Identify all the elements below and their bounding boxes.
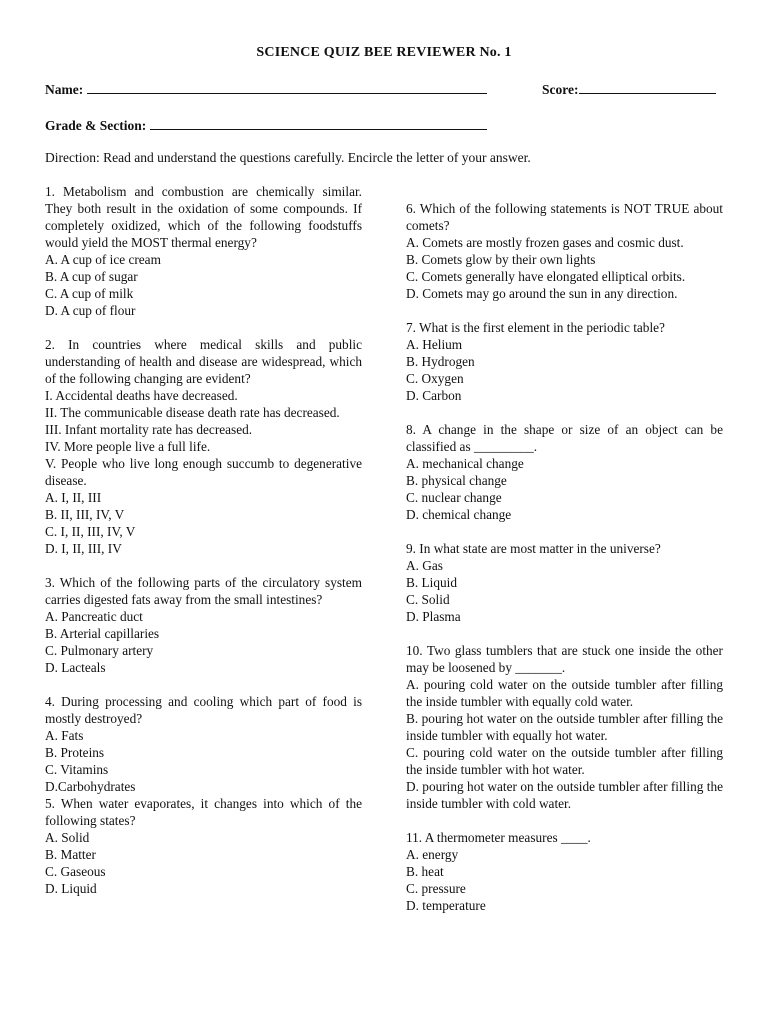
answer-option[interactable]: A. pouring cold water on the outside tumbler after filling the inside tumbler with equally cold water. — [406, 677, 723, 709]
answer-option[interactable]: D.Carbohydrates — [45, 779, 136, 794]
answer-option[interactable]: IV. More people live a full life. — [45, 439, 211, 454]
answer-option[interactable]: C. I, II, III, IV, V — [45, 524, 136, 539]
answer-option[interactable]: C. pressure — [406, 881, 466, 896]
answer-option[interactable]: C. Solid — [406, 592, 450, 607]
grade-section-label: Grade & Section: — [45, 118, 147, 133]
question-block — [406, 540, 723, 625]
answer-option[interactable]: B. A cup of sugar — [45, 269, 138, 284]
question-block — [45, 574, 362, 676]
answer-option[interactable]: A. Pancreatic duct — [45, 609, 143, 624]
name-blank[interactable] — [87, 81, 487, 94]
question-block — [406, 421, 723, 523]
answer-option[interactable]: B. Liquid — [406, 575, 457, 590]
answer-option[interactable]: A. Fats — [45, 728, 84, 743]
answer-option[interactable]: II. The communicable disease death rate has decreased. — [45, 405, 340, 420]
answer-option[interactable]: D. Liquid — [45, 881, 97, 896]
answer-option[interactable]: B. Matter — [45, 847, 96, 862]
grade-section-field — [45, 117, 487, 134]
answer-option[interactable]: D. temperature — [406, 898, 486, 913]
question-stem: 11. A thermometer measures ____. — [406, 830, 591, 845]
answer-option[interactable]: C. Pulmonary artery — [45, 643, 154, 658]
answer-option[interactable]: B. Hydrogen — [406, 354, 475, 369]
answer-option[interactable]: A. mechanical change — [406, 456, 524, 471]
answer-option[interactable]: D. chemical change — [406, 507, 512, 522]
answer-option[interactable]: D. Comets may go around the sun in any direction. — [406, 286, 678, 301]
page-title: SCIENCE QUIZ BEE REVIEWER No. 1 — [256, 45, 512, 60]
question-stem: 6. Which of the following statements is NOT TRUE about comets? — [406, 201, 723, 233]
question-stem: 9. In what state are most matter in the universe? — [406, 541, 661, 556]
answer-option[interactable]: B. pouring hot water on the outside tumbler after filling the inside tumbler with equally hot water. — [406, 711, 723, 743]
left-question-column — [45, 183, 362, 914]
answer-option[interactable]: I. Accidental deaths have decreased. — [45, 388, 238, 403]
answer-option[interactable]: D. Carbon — [406, 388, 462, 403]
answer-option[interactable]: C. Comets generally have elongated elliptical orbits. — [406, 269, 686, 284]
question-block — [406, 829, 723, 914]
question-stem: 8. A change in the shape or size of an object can be classified as _________. — [406, 422, 723, 454]
answer-option[interactable]: A. Helium — [406, 337, 463, 352]
answer-option[interactable]: D. pouring hot water on the outside tumbler after filling the inside tumbler with cold water. — [406, 779, 723, 811]
answer-option[interactable]: C. A cup of milk — [45, 286, 134, 301]
directions-text: Direction: Read and understand the questions carefully. Encircle the letter of your answer. — [45, 150, 531, 165]
name-field — [45, 81, 487, 98]
question-stem: 3. Which of the following parts of the circulatory system carries digested fats away from the small intestines? — [45, 575, 362, 607]
question-block — [45, 693, 362, 795]
name-label: Name: — [45, 82, 84, 97]
answer-option[interactable]: A. Solid — [45, 830, 90, 845]
answer-option[interactable]: B. physical change — [406, 473, 507, 488]
answer-option[interactable]: A. I, II, III — [45, 490, 102, 505]
answer-option[interactable]: D. A cup of flour — [45, 303, 136, 318]
right-question-column — [406, 200, 723, 931]
answer-option[interactable]: V. People who live long enough succumb to degenerative disease. — [45, 456, 362, 488]
grade-section-blank[interactable] — [150, 117, 487, 130]
answer-option[interactable]: D. I, II, III, IV — [45, 541, 122, 556]
question-block — [406, 200, 723, 302]
score-field — [542, 81, 716, 98]
answer-option[interactable]: A. Gas — [406, 558, 443, 573]
answer-option[interactable]: C. pouring cold water on the outside tumbler after filling the inside tumbler with hot water. — [406, 745, 723, 777]
question-stem: 7. What is the first element in the periodic table? — [406, 320, 665, 335]
question-block — [45, 795, 362, 897]
answer-option[interactable]: D. Lacteals — [45, 660, 106, 675]
answer-option[interactable]: B. Proteins — [45, 745, 105, 760]
question-stem: 4. During processing and cooling which part of food is mostly destroyed? — [45, 694, 362, 726]
answer-option[interactable]: III. Infant mortality rate has decreased. — [45, 422, 253, 437]
question-block — [406, 642, 723, 812]
score-label: Score: — [542, 82, 579, 97]
question-stem: 1. Metabolism and combustion are chemically similar. They both result in the oxidation of some compounds. If completely oxidized, which of the following foodstuffs would yield the MOST thermal energy? — [45, 184, 362, 250]
question-stem: 2. In countries where medical skills and public understanding of health and disease are widespread, which of the following changing are evident? — [45, 337, 362, 386]
answer-option[interactable]: B. Arterial capillaries — [45, 626, 160, 641]
answer-option[interactable]: A. A cup of ice cream — [45, 252, 161, 267]
question-stem: 10. Two glass tumblers that are stuck one inside the other may be loosened by _______. — [406, 643, 723, 675]
question-block — [45, 183, 362, 319]
answer-option[interactable]: C. Oxygen — [406, 371, 464, 386]
question-block — [406, 319, 723, 404]
answer-option[interactable]: B. heat — [406, 864, 444, 879]
answer-option[interactable]: C. Vitamins — [45, 762, 109, 777]
answer-option[interactable]: C. Gaseous — [45, 864, 106, 879]
answer-option[interactable]: B. Comets glow by their own lights — [406, 252, 596, 267]
score-blank[interactable] — [579, 81, 716, 94]
answer-option[interactable]: B. II, III, IV, V — [45, 507, 125, 522]
answer-option[interactable]: A. energy — [406, 847, 459, 862]
answer-option[interactable]: A. Comets are mostly frozen gases and cosmic dust. — [406, 235, 684, 250]
question-stem: 5. When water evaporates, it changes into which of the following states? — [45, 796, 362, 828]
question-block — [45, 336, 362, 557]
answer-option[interactable]: D. Plasma — [406, 609, 461, 624]
answer-option[interactable]: C. nuclear change — [406, 490, 502, 505]
